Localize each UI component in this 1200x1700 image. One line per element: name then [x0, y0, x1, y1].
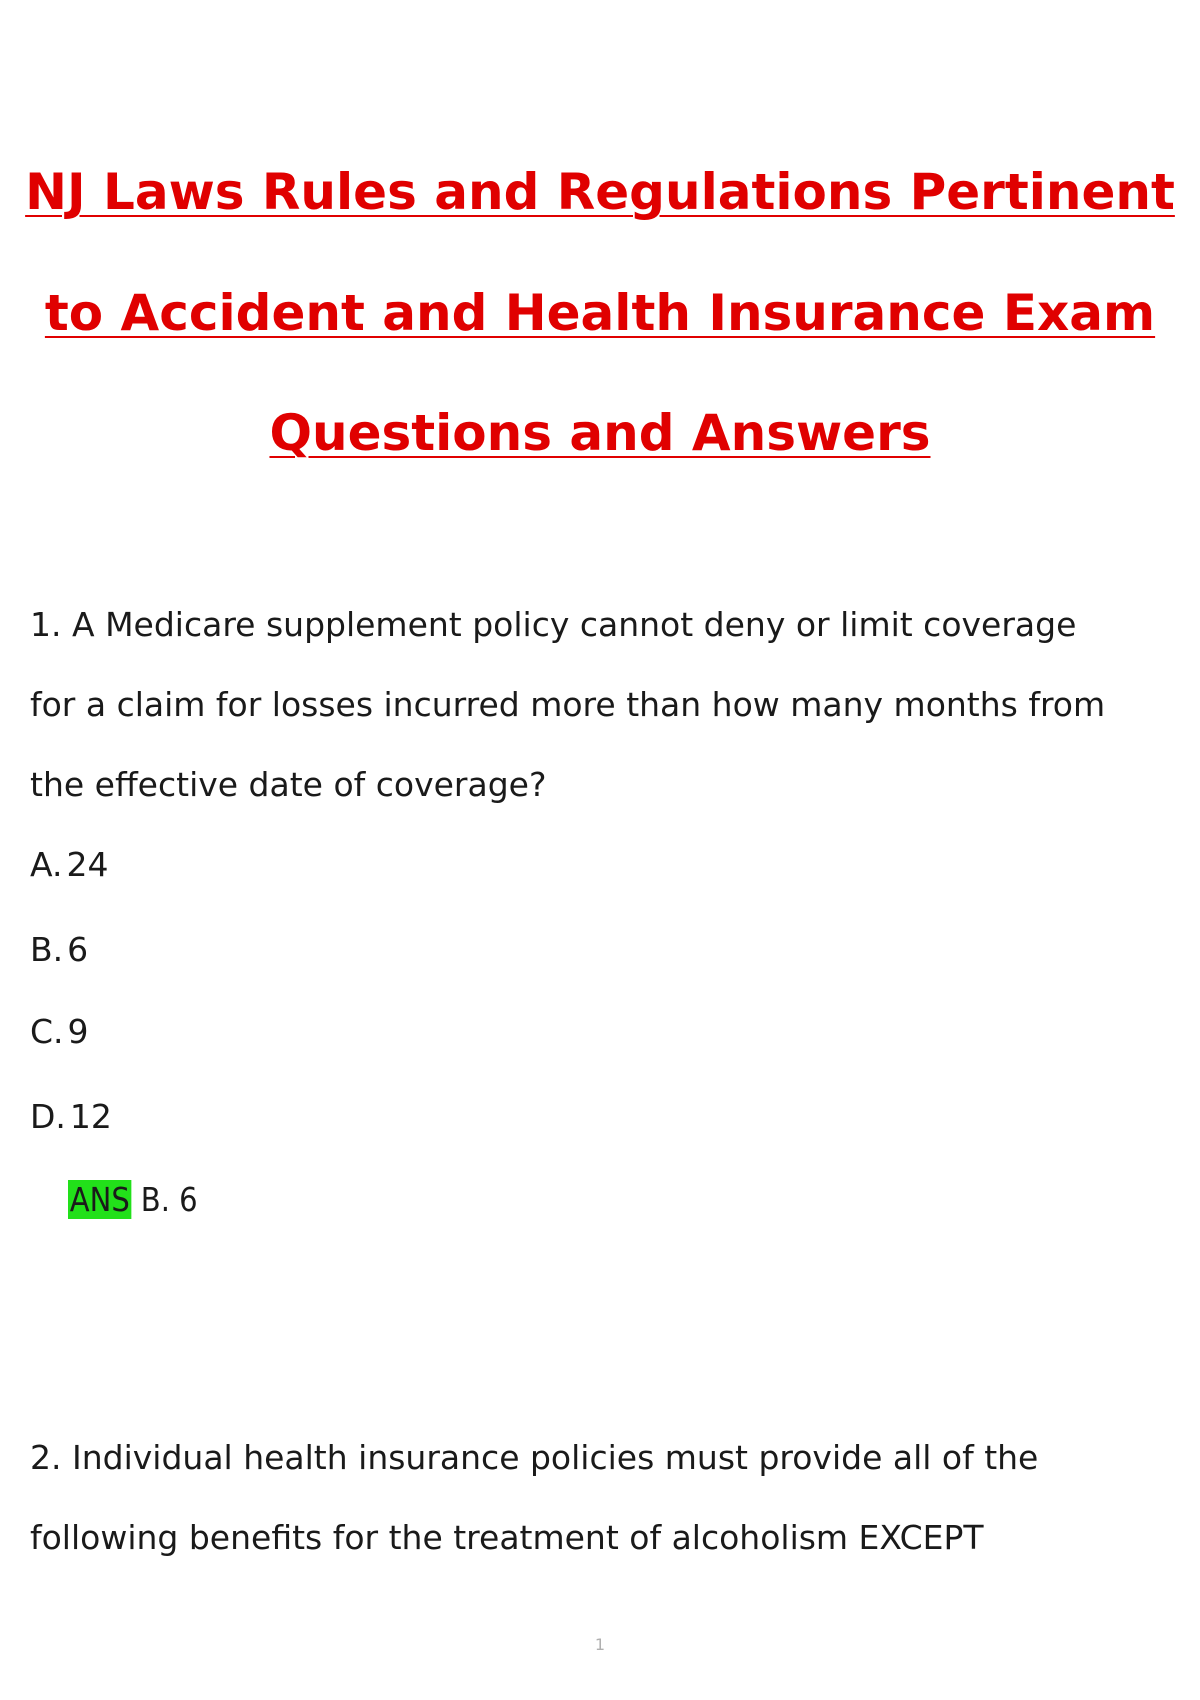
question-number: 2. [30, 1438, 62, 1477]
question-2-line-1: 2. Individual health insurance policies must provide all of the [30, 1438, 1039, 1477]
question-number: 1. [30, 605, 62, 644]
option-text: 9 [67, 1012, 89, 1051]
option-c [30, 1012, 89, 1052]
answer-text: B. 6 [140, 1180, 198, 1219]
question-2-line-2: following benefits for the treatment of alcoholism EXCEPT [30, 1518, 984, 1557]
title-line-3: Questions and Answers [269, 404, 931, 462]
option-letter: B. [30, 930, 64, 969]
answer-line [68, 1180, 198, 1220]
option-letter: A. [30, 845, 63, 884]
title-line-2: to Accident and Health Insurance Exam [44, 284, 1156, 342]
question-1-line-2: for a claim for losses incurred more than how many months from [30, 685, 1106, 724]
option-d [30, 1097, 112, 1137]
question-1-line-1: 1. A Medicare supplement policy cannot deny or limit coverage [30, 605, 1077, 644]
option-letter: D. [30, 1097, 66, 1136]
option-text: 12 [69, 1097, 112, 1136]
option-text: 6 [67, 930, 89, 969]
title-line-1: NJ Laws Rules and Regulations Pertinent [25, 163, 1175, 221]
page-number: 1 [594, 1635, 606, 1654]
option-a [30, 845, 108, 885]
question-1-line-3: the effective date of coverage? [30, 765, 547, 804]
option-letter: C. [30, 1012, 64, 1051]
answer-label-highlight: ANS [69, 1180, 130, 1219]
option-b [30, 930, 88, 970]
option-text: 24 [66, 845, 109, 884]
